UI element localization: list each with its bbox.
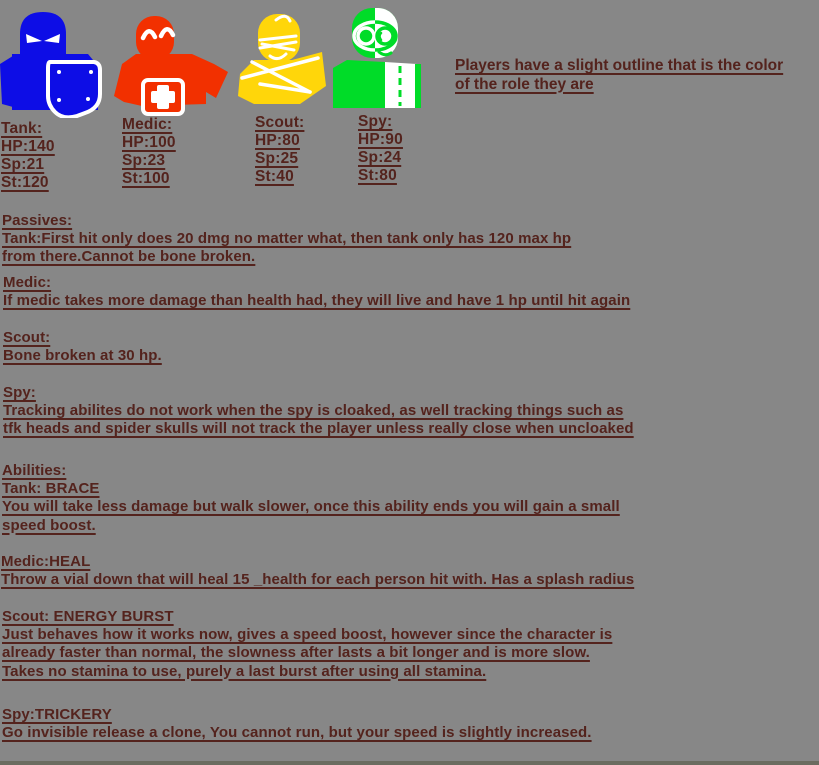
medic-sp: Sp:23 (122, 152, 166, 169)
scout-passive-heading: Scout: (3, 329, 51, 346)
scout-ability-section (2, 608, 612, 681)
tank-passive-line: Tank:First hit only does 20 dmg no matter what, then tank only has 120 max hp (2, 230, 572, 248)
medic-passive-line: If medic takes more damage than health had, they will live and have 1 hp until hit again (3, 292, 631, 310)
abilities-section (2, 462, 620, 535)
scout-role-label: Scout: (255, 114, 305, 131)
tank-ability-heading: Tank: BRACE (2, 480, 100, 498)
medic-st: St:100 (122, 170, 170, 187)
spy-passive-heading: Spy: (3, 384, 36, 401)
scout-character-drawing (236, 8, 334, 114)
spy-sp: Sp:24 (358, 149, 402, 166)
scout-sp: Sp:25 (255, 150, 299, 167)
spy-role-label: Spy: (358, 113, 393, 130)
scout-ability-heading: Scout: ENERGY BURST (2, 608, 174, 625)
medic-character-drawing (110, 6, 236, 116)
medic-ability-line: Throw a vial down that will heal 15 _health for each person hit with. Has a splash radius (1, 571, 635, 589)
scout-st: St:40 (255, 168, 294, 185)
bottom-edge-strip (0, 761, 819, 765)
spy-ability-section (2, 706, 592, 742)
spy-passive-line: Tracking abilites do not work when the spy is cloaked, as well tracking things such as (3, 402, 624, 420)
medical-cross-icon (143, 80, 183, 114)
scout-ability-line: Just behaves how it works now, gives a speed boost, however since the character is (2, 626, 613, 644)
tank-ability-line: speed boost. (2, 516, 96, 534)
tank-character-drawing (0, 4, 106, 118)
spy-ability-line: Go invisible release a clone, You cannot run, but your speed is slightly increased. (2, 724, 592, 742)
spy-passive-section (3, 384, 634, 439)
tank-role-label: Tank: (1, 120, 43, 137)
scout-stats (255, 114, 304, 186)
medic-stats (122, 116, 176, 188)
shield-icon (48, 62, 100, 117)
passives-section (2, 212, 571, 267)
tank-passive-line: from there.Cannot be bone broken. (2, 248, 256, 266)
spy-ability-heading: Spy:TRICKERY (2, 706, 112, 723)
tank-stats (1, 120, 55, 192)
medic-ability-section (1, 553, 634, 589)
spy-character-drawing (333, 6, 423, 110)
outline-note (455, 57, 817, 94)
spy-stats (358, 113, 403, 185)
medic-role-label: Medic: (122, 116, 173, 133)
medic-ability-heading: Medic:HEAL (1, 553, 91, 570)
abilities-heading: Abilities: (2, 462, 67, 479)
scout-passive-line: Bone broken at 30 hp. (3, 347, 162, 365)
passives-heading: Passives: (2, 212, 73, 229)
outline-note-line: Players have a slight outline that is the color (455, 57, 784, 74)
spy-torso (333, 60, 385, 108)
tank-sp: Sp:21 (1, 156, 45, 173)
tank-st: St:120 (1, 174, 49, 191)
tank-hp: HP:140 (1, 138, 55, 155)
outline-note-line: of the role they are (455, 75, 594, 93)
spy-hp: HP:90 (358, 131, 403, 148)
tank-ability-line: You will take less damage but walk slower, once this ability ends you will gain a small (2, 498, 620, 516)
scout-passive-section (3, 329, 162, 365)
medic-hp: HP:100 (122, 134, 176, 151)
spy-cape-panel (385, 62, 421, 108)
scout-ability-line: Takes no stamina to use, purely a last burst after using all stamina. (2, 662, 487, 680)
medic-passive-section (3, 274, 630, 310)
scout-hp: HP:80 (255, 132, 300, 149)
spy-st: St:80 (358, 167, 397, 184)
spy-passive-line: tfk heads and spider skulls will not track the player unless really close when uncloaked (3, 420, 634, 438)
medic-passive-heading: Medic: (3, 274, 52, 291)
scout-ability-line: already faster than normal, the slowness after lasts a bit longer and is more slow. (2, 644, 590, 662)
